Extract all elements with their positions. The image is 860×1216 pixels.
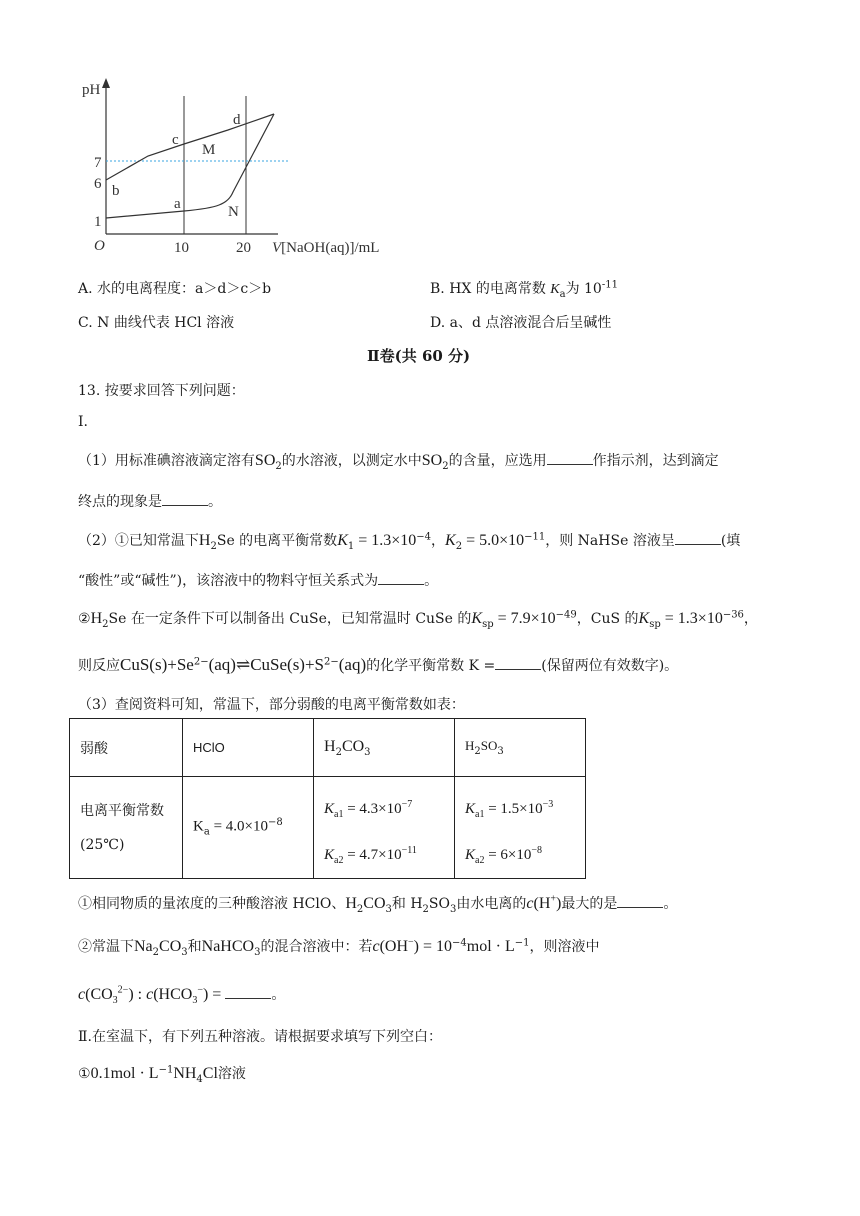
x-tick-20: 20 [236, 240, 251, 256]
section-title: Ⅱ卷(共 60 分) [367, 347, 471, 365]
point-label-b: b [112, 183, 120, 199]
x-axis-label: V[NaOH(aq)]/mL [272, 240, 380, 256]
option-c: C. N 曲线代表 HCl 溶液 [78, 315, 235, 331]
sub-q2b-line1: $②H_2Se$ 在一定条件下可以制备出 CuSe，已知常温时 CuSe 的$K_{sp} = 7.9\times 10^{-49}$，CuS 的$K_{sp} = 1.3\times 10^{-36}$， [78, 609, 758, 630]
point-label-a: a [174, 196, 181, 212]
x-tick-10: 10 [174, 240, 189, 256]
answer-blank[interactable] [675, 530, 721, 545]
point-label-c: c [172, 132, 179, 148]
sub-q3-2-line2: $c(CO_3^{2-})$ : $c(HCO_3^-)$ = 。 [78, 984, 286, 1007]
sub-q2b-line2: 则反应$CuS(s)+Se^{2-}(aq)\rightleftharpoons CuSe(s)+S^{2-}(aq)$的化学平衡常数 K = (保留两位有效数字)。 [78, 655, 679, 674]
part1-label: Ⅰ. [78, 414, 88, 430]
answer-blank[interactable] [162, 491, 208, 506]
answer-blank[interactable] [225, 984, 271, 999]
answer-blank[interactable] [547, 450, 593, 465]
table-header-h2co3: $H_2CO_3$ [314, 719, 455, 777]
table-header-h2so3: $H_2SO_3$ [455, 719, 586, 777]
curve-label-n: N [228, 204, 239, 220]
answer-blank[interactable] [378, 570, 424, 585]
y-axis-label: pH [82, 82, 101, 98]
table-cell-hclo-ka: $K_a = 4.0\times 10^{-8}$ [183, 777, 314, 879]
y-tick-6: 6 [94, 176, 102, 192]
option-b: B. HX 的电离常数 $K_a$为 $10^{-11}$ [430, 279, 618, 300]
sub-q3-2-line1: ②常温下$Na_2CO_3$和NaHCO$_3$的混合溶液中：若$c(OH^-) = 10^{-4}mol \cdot L^{-1}$，则溶液中 [78, 936, 600, 958]
origin-label: O [94, 238, 105, 254]
curve-m [106, 114, 274, 180]
solution-item-1: ①0.1mol · $L^{-1}NH_4Cl$溶液 [78, 1064, 246, 1085]
y-tick-1: 1 [94, 214, 102, 230]
table-row-label: 电离平衡常数 (25℃) [70, 777, 183, 879]
acid-constants-table [69, 718, 586, 879]
table-cell-h2co3-ka: $K_{a1} = 4.3\times 10^{-7}$ $K_{a2} = 4.7\times 10^{-11}$ [314, 777, 455, 879]
sub-q2-line2: “酸性”或“碱性”)，该溶液中的物料守恒关系式为 。 [78, 570, 438, 590]
answer-blank[interactable] [495, 655, 541, 670]
titration-graph [78, 74, 398, 266]
part2-intro: Ⅱ.在室温下，有下列五种溶液。请根据要求填写下列空白： [78, 1029, 442, 1045]
sub-q1-line2: 终点的现象是 。 [78, 491, 222, 511]
table-header-acid: 弱酸 [70, 719, 183, 777]
table-header-hclo: HClO [183, 719, 314, 777]
q13-stem: 13. 按要求回答下列问题： [78, 383, 245, 399]
option-d: D. a、d 点溶液混合后呈碱性 [430, 315, 612, 331]
point-label-d: d [233, 112, 241, 128]
answer-blank[interactable] [617, 893, 663, 908]
sub-q3-1: ①相同物质的量浓度的三种酸溶液 HClO、$H_2CO_3$和 $H_2SO_3$由水电离的c(H+)最大的是 。 [78, 893, 678, 915]
table-cell-h2so3-ka: $K_{a1} = 1.5\times 10^{-3}$ $K_{a2} = 6\times 10^{-8}$ [455, 777, 586, 879]
curve-label-m: M [202, 142, 216, 158]
sub-q2-line1: （2）①已知常温下$H_2Se$ 的电离平衡常数$K_1 = 1.3\times 10^{-4}$，$K_2 = 5.0\times 10^{-11}$，则 NaHSe 溶液呈 (填 [78, 531, 741, 552]
y-axis-arrow [102, 78, 110, 88]
sub-q3-intro: （3）查阅资料可知，常温下，部分弱酸的电离平衡常数如表： [78, 697, 465, 713]
option-a: A. 水的电离程度：a＞d＞c＞b [78, 281, 272, 297]
sub-q1-line1: （1）用标准碘溶液滴定溶有$SO_2$的水溶液，以测定水中$SO_2$的含量，应选用 作指示剂，达到滴定 [78, 452, 719, 472]
y-tick-7: 7 [94, 155, 102, 171]
